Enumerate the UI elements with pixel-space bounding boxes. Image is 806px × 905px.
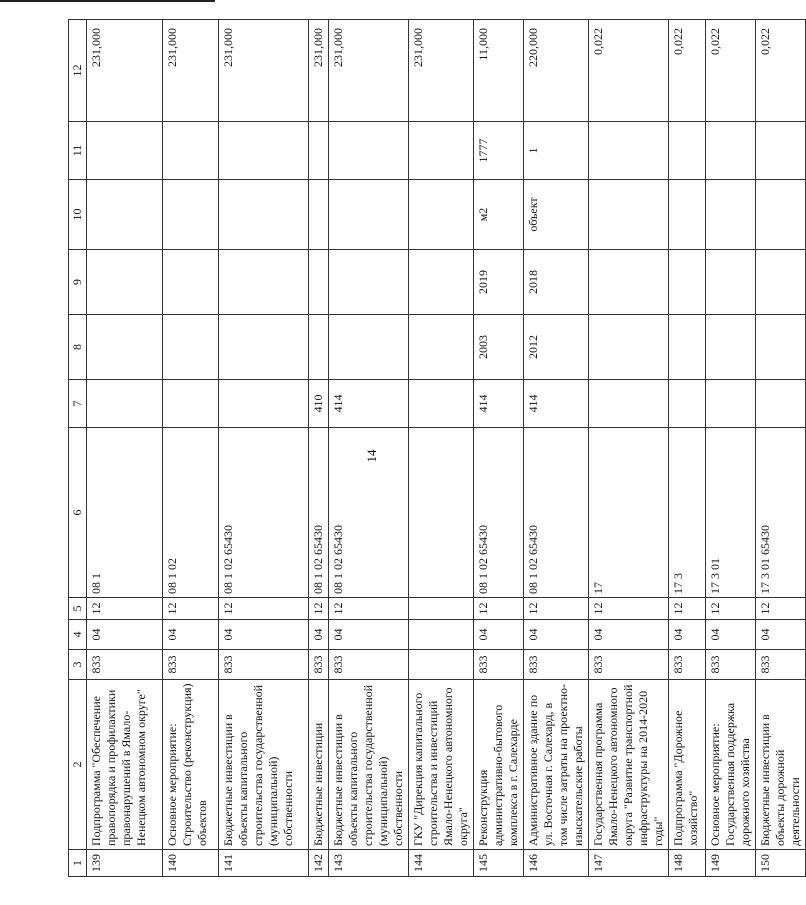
cell-start-year (87, 315, 163, 380)
row-name: Бюджетные инвестиции в объекты капитального строительства государственной (муниципальной) собственности (329, 680, 409, 850)
cell-end-year: 2018 (524, 250, 589, 315)
cell-capacity (219, 122, 309, 180)
row-name: Административное здание по ул. Восточная г. Салехард, в том числе затраты на проектно-изыскательские работы (524, 680, 589, 850)
cell-subsection (409, 598, 474, 620)
cell-unit: объект (524, 180, 589, 250)
cell-target-article: 08 1 02 65430 (329, 428, 409, 598)
row-number: 148 (669, 850, 706, 877)
col-header: 8 (69, 315, 87, 380)
cell-section: 04 (329, 620, 409, 650)
cell-chapter: 833 (756, 650, 806, 680)
row-name: Основное мероприятие: Строительство (реконструкция) объектов (163, 680, 219, 850)
cell-expense-type (669, 380, 706, 428)
cell-target-article: 17 3 (669, 428, 706, 598)
col-header: 1 (69, 850, 87, 877)
col-header: 5 (69, 598, 87, 620)
cell-capacity (706, 122, 756, 180)
cell-target-article: 08 1 02 65430 (219, 428, 309, 598)
cell-unit (409, 180, 474, 250)
row-number: 147 (589, 850, 669, 877)
cell-unit (329, 180, 409, 250)
cell-target-article: 08 1 (87, 428, 163, 598)
cell-end-year (87, 250, 163, 315)
cell-end-year (409, 250, 474, 315)
table-row (706, 20, 756, 877)
cell-start-year (329, 315, 409, 380)
table-body (69, 20, 806, 877)
table-row (87, 20, 163, 877)
cell-target-article: 08 1 02 65430 (309, 428, 329, 598)
table-row (474, 20, 524, 877)
cell-expense-type: 410 (309, 380, 329, 428)
cell-capacity (756, 122, 806, 180)
cell-start-year: 2012 (524, 315, 589, 380)
row-number: 145 (474, 850, 524, 877)
cell-unit (669, 180, 706, 250)
cell-end-year (756, 250, 806, 315)
cell-end-year (329, 250, 409, 315)
row-number: 140 (163, 850, 219, 877)
row-number: 141 (219, 850, 309, 877)
cell-capacity: 1 (524, 122, 589, 180)
cell-expense-type: 414 (524, 380, 589, 428)
cell-start-year (409, 315, 474, 380)
cell-chapter: 833 (309, 650, 329, 680)
cell-section: 04 (756, 620, 806, 650)
col-header: 6 (69, 428, 87, 598)
row-number: 144 (409, 850, 474, 877)
cell-capacity (329, 122, 409, 180)
cell-subsection: 12 (87, 598, 163, 620)
table-row (329, 20, 409, 877)
cell-end-year (163, 250, 219, 315)
cell-chapter: 833 (524, 650, 589, 680)
cell-section: 04 (706, 620, 756, 650)
cell-capacity (669, 122, 706, 180)
cell-amount: 231,000 (309, 20, 329, 122)
cell-start-year (589, 315, 669, 380)
cell-start-year (163, 315, 219, 380)
cell-amount: 0,022 (669, 20, 706, 122)
cell-expense-type (163, 380, 219, 428)
cell-section: 04 (163, 620, 219, 650)
cell-section: 04 (669, 620, 706, 650)
table-row (219, 20, 309, 877)
cell-end-year: 2019 (474, 250, 524, 315)
cell-chapter: 833 (589, 650, 669, 680)
cell-amount: 231,000 (329, 20, 409, 122)
cell-subsection: 12 (163, 598, 219, 620)
cell-section: 04 (474, 620, 524, 650)
cell-end-year (589, 250, 669, 315)
cell-amount: 231,000 (409, 20, 474, 122)
cell-unit (589, 180, 669, 250)
cell-target-article: 08 1 02 65430 (474, 428, 524, 598)
cell-expense-type: 414 (329, 380, 409, 428)
cell-capacity: 1777 (474, 122, 524, 180)
cell-amount: 11,000 (474, 20, 524, 122)
cell-unit (706, 180, 756, 250)
cell-subsection: 12 (669, 598, 706, 620)
cell-amount: 0,022 (756, 20, 806, 122)
row-name: Государственная программа Ямало-Ненецкого автономного округа "Развитие транспортной инфраструктуры на 2014-2020 годы" (589, 680, 669, 850)
cell-section: 04 (524, 620, 589, 650)
cell-chapter: 833 (474, 650, 524, 680)
row-name: Подпрограмма "Обеспечение правопорядка и профилактики правонарушений в Ямало-Ненецком автономном округе" (87, 680, 163, 850)
cell-amount: 231,000 (219, 20, 309, 122)
row-number: 150 (756, 850, 806, 877)
cell-amount: 231,000 (163, 20, 219, 122)
row-number: 143 (329, 850, 409, 877)
table-row (669, 20, 706, 877)
rotated-table-container (68, 0, 802, 904)
table-row (163, 20, 219, 877)
row-number: 146 (524, 850, 589, 877)
cell-amount: 231,000 (87, 20, 163, 122)
cell-chapter: 833 (163, 650, 219, 680)
cell-unit (87, 180, 163, 250)
row-name: Бюджетные инвестиции (309, 680, 329, 850)
cell-expense-type: 414 (474, 380, 524, 428)
cell-target-article: 17 (589, 428, 669, 598)
cell-capacity (87, 122, 163, 180)
cell-capacity (589, 122, 669, 180)
col-header: 2 (69, 680, 87, 850)
cell-start-year: 2003 (474, 315, 524, 380)
cell-subsection: 12 (329, 598, 409, 620)
cell-chapter: 833 (87, 650, 163, 680)
cell-start-year (669, 315, 706, 380)
cell-subsection: 12 (309, 598, 329, 620)
cell-unit: м2 (474, 180, 524, 250)
budget-table (68, 19, 806, 877)
cell-subsection: 12 (524, 598, 589, 620)
cell-subsection: 12 (706, 598, 756, 620)
table-row (409, 20, 474, 877)
cell-end-year (309, 250, 329, 315)
cell-chapter: 833 (219, 650, 309, 680)
cell-amount: 0,022 (706, 20, 756, 122)
cell-amount: 0,022 (589, 20, 669, 122)
row-name: Подпрограмма "Дорожное хозяйство" (669, 680, 706, 850)
cell-capacity (409, 122, 474, 180)
cell-expense-type (409, 380, 474, 428)
cell-start-year (309, 315, 329, 380)
row-name: ГКУ "Дирекция капитального строительства и инвестиций Ямало-Ненецкого автономного округа" (409, 680, 474, 850)
cell-subsection: 12 (756, 598, 806, 620)
cell-chapter: 833 (669, 650, 706, 680)
column-number-row (69, 20, 87, 877)
cell-unit (309, 180, 329, 250)
cell-section: 04 (309, 620, 329, 650)
col-header: 4 (69, 620, 87, 650)
cell-expense-type (219, 380, 309, 428)
cell-chapter: 833 (706, 650, 756, 680)
cell-target-article (409, 428, 474, 598)
page-number: 14 (364, 449, 379, 463)
table-row (524, 20, 589, 877)
table-row (309, 20, 329, 877)
cell-target-article: 08 1 02 (163, 428, 219, 598)
col-header: 3 (69, 650, 87, 680)
cell-target-article: 17 3 01 65430 (756, 428, 806, 598)
cell-unit (163, 180, 219, 250)
row-number: 139 (87, 850, 163, 877)
table-row (756, 20, 806, 877)
row-number: 142 (309, 850, 329, 877)
row-name: Бюджетные инвестиции в объекты дорожной деятельности (756, 680, 806, 850)
cell-capacity (163, 122, 219, 180)
cell-subsection: 12 (474, 598, 524, 620)
row-name: Бюджетные инвестиции в объекты капитального строительства государственной (муниципальной) собственности (219, 680, 309, 850)
cell-chapter (409, 650, 474, 680)
cell-start-year (219, 315, 309, 380)
table-row (589, 20, 669, 877)
cell-subsection: 12 (219, 598, 309, 620)
cell-section: 04 (87, 620, 163, 650)
cell-target-article: 17 3 01 (706, 428, 756, 598)
cell-expense-type (589, 380, 669, 428)
cell-end-year (669, 250, 706, 315)
cell-amount: 220,000 (524, 20, 589, 122)
row-name: Основное мероприятие: Государственная поддержка дорожного хозяйства (706, 680, 756, 850)
cell-section: 04 (589, 620, 669, 650)
row-number: 149 (706, 850, 756, 877)
col-header: 10 (69, 180, 87, 250)
row-name: Реконструкция административно-бытового комплекса в г. Салехарде (474, 680, 524, 850)
cell-section: 04 (219, 620, 309, 650)
cell-start-year (756, 315, 806, 380)
cell-unit (756, 180, 806, 250)
cell-end-year (219, 250, 309, 315)
cell-expense-type (756, 380, 806, 428)
cell-unit (219, 180, 309, 250)
cell-target-article: 08 1 02 65430 (524, 428, 589, 598)
cell-subsection: 12 (589, 598, 669, 620)
cell-capacity (309, 122, 329, 180)
cell-expense-type (706, 380, 756, 428)
col-header: 11 (69, 122, 87, 180)
cell-start-year (706, 315, 756, 380)
col-header: 9 (69, 250, 87, 315)
cell-chapter: 833 (329, 650, 409, 680)
cell-end-year (706, 250, 756, 315)
col-header: 12 (69, 20, 87, 122)
cell-expense-type (87, 380, 163, 428)
cell-section (409, 620, 474, 650)
col-header: 7 (69, 380, 87, 428)
